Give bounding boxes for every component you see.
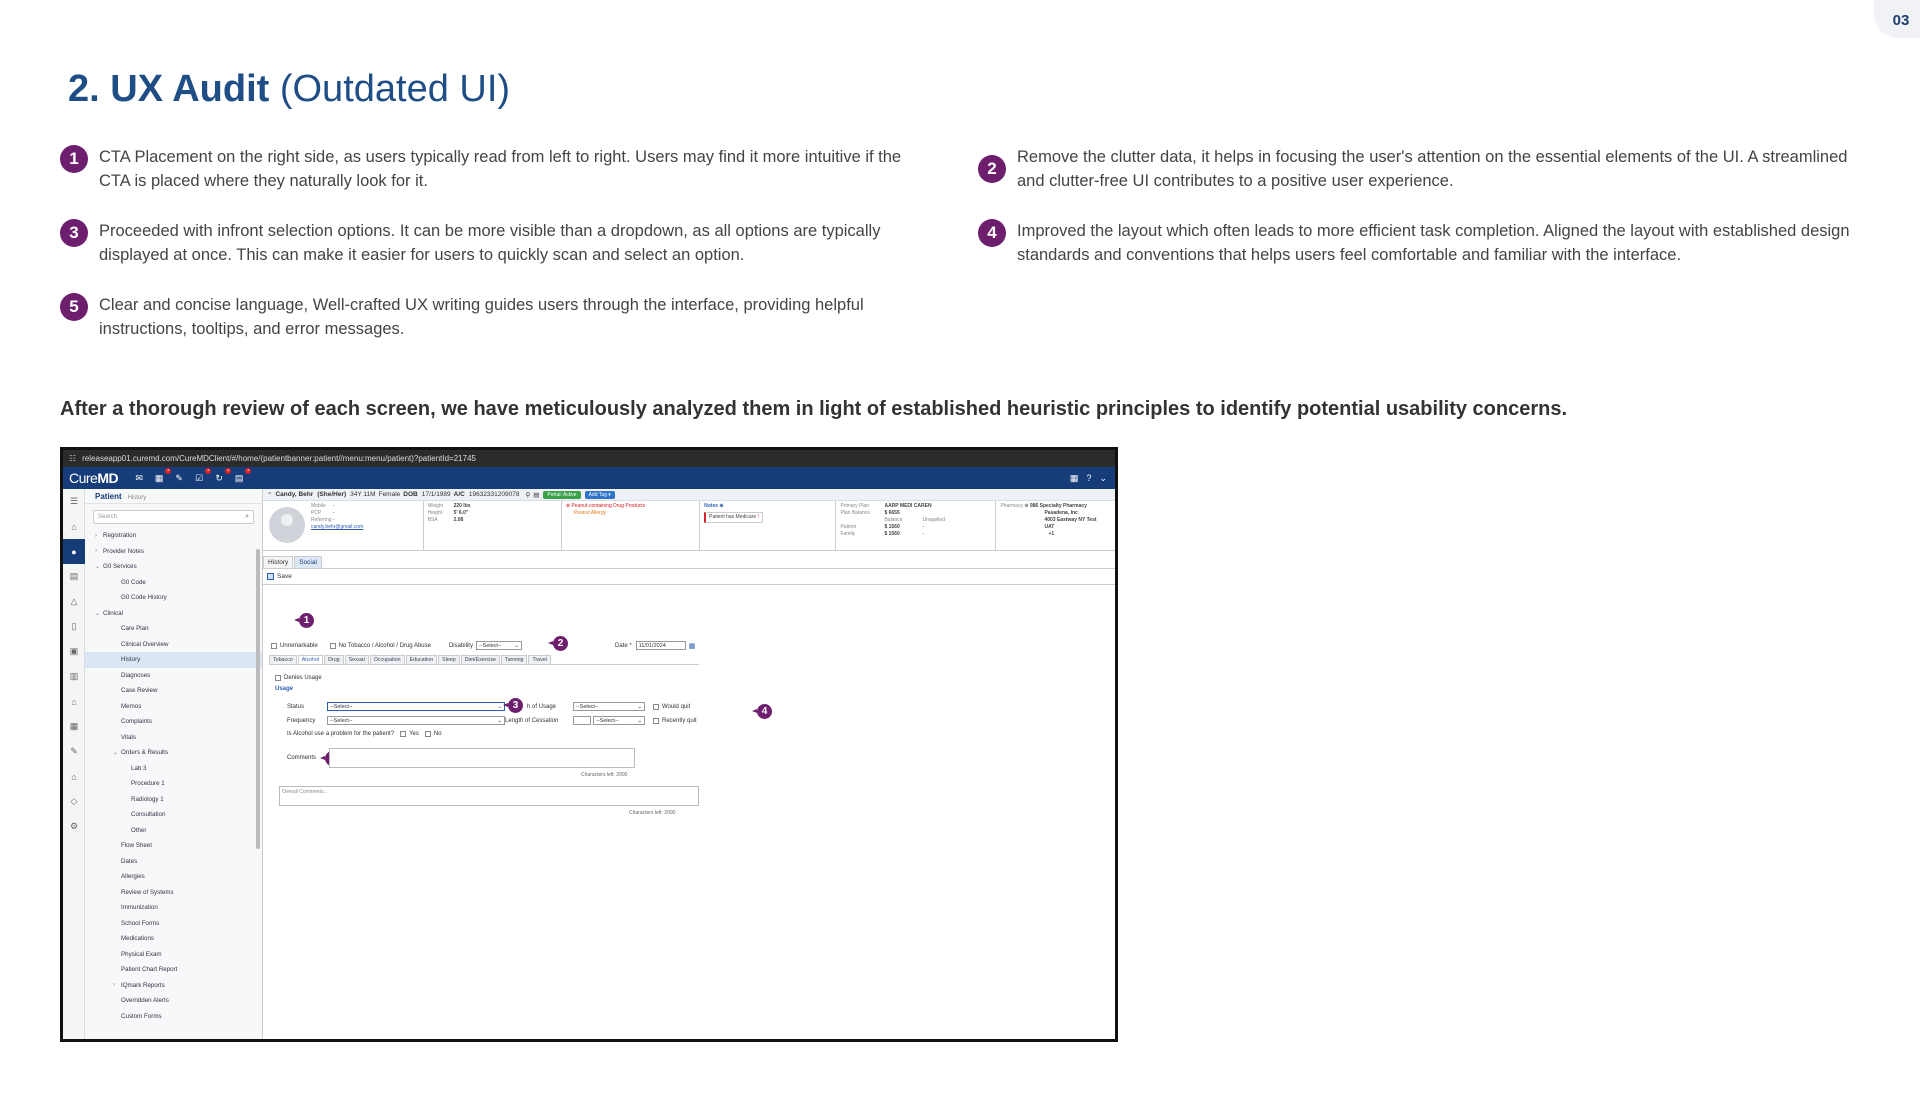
nav-item-label: Dates bbox=[121, 857, 138, 865]
social-subtab: Education bbox=[406, 655, 438, 664]
nav-item-label: Lab 3 bbox=[131, 764, 147, 772]
nav-item-label: Case Review bbox=[121, 687, 158, 695]
avatar bbox=[269, 507, 305, 543]
left-icon-rail bbox=[63, 489, 85, 1039]
calendar-icon: ▦ • bbox=[154, 468, 170, 483]
nav-item bbox=[85, 575, 262, 591]
save-icon bbox=[267, 573, 274, 580]
settings-icon: ⚙ bbox=[69, 821, 79, 831]
nav-item-label: Memos bbox=[121, 702, 142, 710]
nav-item-label: Complaints bbox=[121, 718, 152, 726]
nav-item-label: Immunization bbox=[121, 904, 158, 912]
nav-chevron-icon: › bbox=[95, 548, 97, 555]
nav-item bbox=[85, 947, 262, 963]
nav-chevron-icon: ⌄ bbox=[95, 564, 101, 571]
no-tobacco-checkbox bbox=[330, 643, 336, 649]
status-select: --Select-- ⌄ bbox=[327, 702, 505, 711]
annotation-marker-4: 4 bbox=[757, 704, 772, 719]
tag-icon: ◇ bbox=[70, 796, 78, 806]
annotation-marker-3: 3 bbox=[508, 698, 523, 713]
menu-icon: ☰ bbox=[69, 496, 79, 506]
point-text: Clear and concise language, Well-crafted UX writing guides users through the interface, providing helpful instructions, tooltips, and error messages. bbox=[99, 296, 864, 338]
nav-item bbox=[85, 668, 262, 684]
no-checkbox bbox=[425, 731, 431, 737]
nav-item-label: Clinical Overview bbox=[121, 640, 169, 648]
point-badge: 5 bbox=[60, 293, 88, 321]
nav-item bbox=[85, 807, 262, 823]
person-icon: ⚲ bbox=[525, 491, 531, 499]
frequency-select: --Select-- ⌄ bbox=[327, 716, 505, 725]
audit-point-1 bbox=[60, 145, 920, 193]
app-top-bar bbox=[63, 467, 1115, 489]
allergies-card: ⊗ Peanut-containing Drug Products Peanut Allergy bbox=[562, 501, 700, 551]
help-icon: ? bbox=[1086, 472, 1092, 483]
recently-quit-checkbox bbox=[653, 718, 659, 724]
nav-item bbox=[85, 885, 262, 901]
edit-icon: ✎ bbox=[70, 746, 78, 756]
nav-item bbox=[85, 978, 262, 994]
nav-item bbox=[85, 761, 262, 777]
nav-item-label: Overridden Alerts bbox=[121, 997, 169, 1005]
nav-item-label: G0 Services bbox=[103, 563, 137, 571]
point-text: Remove the clutter data, it helps in focusing the user's attention on the essential elements of the UI. A streamlined and clutter-free UI contributes to a positive user experience. bbox=[1017, 148, 1848, 190]
title-number: 2. bbox=[68, 68, 100, 110]
nav-item bbox=[85, 652, 262, 668]
unremarkable-checkbox bbox=[271, 643, 277, 649]
nav-item-label: Physical Exam bbox=[121, 950, 162, 958]
social-subtab: Sleep bbox=[438, 655, 460, 664]
yes-checkbox bbox=[400, 731, 406, 737]
file-icon: ▯ bbox=[71, 621, 77, 631]
date-field: 11/01/2024 bbox=[636, 641, 686, 650]
social-subtab: Drug bbox=[324, 655, 343, 664]
audit-point-2 bbox=[978, 145, 1858, 193]
page-title bbox=[68, 68, 510, 111]
annotation-marker-1: 1 bbox=[299, 613, 314, 628]
nav-item bbox=[85, 900, 262, 916]
social-subtab: Travel bbox=[528, 655, 551, 664]
nav-item bbox=[85, 528, 262, 544]
nav-item bbox=[85, 1009, 262, 1025]
patient-contact-card: Mobile - PCP - Referring- candy.behr@gmail.com bbox=[263, 501, 424, 551]
notes-card: Notes ⊕ Patient has Medicare ! bbox=[700, 501, 836, 551]
nav-item-label: Orders & Results bbox=[121, 749, 169, 757]
point-text: Proceeded with infront selection options. It can be more visible than a dropdown, as all options are typically displayed at once. This can make it easier for users to quickly scan and select an option. bbox=[99, 222, 881, 264]
nav-scrollbar bbox=[256, 549, 260, 849]
length-usage-select: --Select-- ⌄ bbox=[573, 702, 645, 711]
insurance-card: Primary Plan AARP MEDI CAREN Plan Balance $ 6655 Balance Unapplied Patient $ 1560 - Family $ 1560 - bbox=[836, 501, 996, 551]
comments-textarea bbox=[329, 748, 635, 768]
nav-item bbox=[85, 931, 262, 947]
nav-item-label: IQmark Reports bbox=[121, 981, 165, 989]
social-subtab: Tanning bbox=[501, 655, 528, 664]
point-text: CTA Placement on the right side, as users typically read from left to right. Users may find it more intuitive if the CTA is placed where they naturally look for it. bbox=[99, 148, 902, 190]
nav-item bbox=[85, 544, 262, 560]
disability-select: --Select-- ⌄ bbox=[476, 641, 522, 650]
denies-usage-row: Denies Usage bbox=[275, 675, 322, 681]
search-icon: ⌕ bbox=[245, 513, 249, 520]
overall-comments-textarea: Overall Comments... bbox=[279, 786, 699, 806]
date-row: Date * 11/01/2024 ▦ bbox=[615, 642, 696, 650]
nav-item-label: History bbox=[121, 656, 141, 664]
document-icon: ▤ bbox=[69, 571, 79, 581]
nav-item bbox=[85, 699, 262, 715]
nav-item-label: Provider Notes bbox=[103, 547, 144, 555]
chevron-down-icon: ⌄ bbox=[1099, 472, 1107, 483]
patient-nav bbox=[85, 489, 263, 1039]
schedule-icon: ▤ • bbox=[234, 468, 250, 483]
social-subtab: Diet/Exercise bbox=[461, 655, 500, 664]
nav-item-label: Flow Sheet bbox=[121, 842, 152, 850]
patient-banner bbox=[263, 489, 1115, 551]
nav-item bbox=[85, 559, 262, 575]
nav-item bbox=[85, 776, 262, 792]
vitals-card: Weight 220 lbs Height 5' 6.0" BSA 2.08 bbox=[424, 501, 562, 551]
save-button: Save bbox=[277, 573, 292, 580]
nav-list bbox=[85, 528, 262, 1024]
pharmacy-card: Pharmacy ⊕ 986 Specialty Pharmacy Pasadena, Inc 4003 Eastway NY Test UAT +1 bbox=[1000, 503, 1097, 537]
social-subtabs bbox=[269, 655, 699, 665]
nav-item-label: Vitals bbox=[121, 733, 137, 741]
problem-question-row: Is Alcohol use a problem for the patient? Yes No bbox=[287, 731, 442, 737]
url-text: releaseapp01.curemd.com/CureMDClient/#/home/(patientbanner:patient//menu:menu/patient)?patientId=21745 bbox=[82, 454, 476, 463]
audit-point-3 bbox=[60, 219, 920, 267]
point-badge: 1 bbox=[60, 145, 88, 173]
nav-item bbox=[85, 637, 262, 653]
social-subtab: Sexual bbox=[345, 655, 369, 664]
film-icon: ▦ bbox=[69, 721, 79, 731]
social-subtab: Tobacco bbox=[269, 655, 297, 664]
nav-item bbox=[85, 590, 262, 606]
nav-chevron-icon: ⌄ bbox=[113, 750, 119, 757]
length-usage-row: h of Usage --Select-- ⌄ Would quit bbox=[527, 703, 691, 710]
page-number: 03 bbox=[1874, 0, 1920, 38]
audit-point-5 bbox=[60, 293, 920, 341]
nav-item-label: Patient Chart Report bbox=[121, 966, 178, 974]
lab-icon: ⌂ bbox=[71, 771, 77, 782]
history-tabs bbox=[263, 556, 1115, 569]
nav-item-label: Diagnoses bbox=[121, 671, 151, 679]
nav-item bbox=[85, 606, 262, 622]
comments-label: Comments bbox=[287, 755, 317, 761]
browser-url-bar bbox=[63, 450, 1115, 467]
usage-heading: Usage bbox=[275, 686, 294, 692]
nav-item-label: Other bbox=[131, 826, 147, 834]
title-light: (Outdated UI) bbox=[279, 68, 511, 110]
calendar-icon: ▦ bbox=[688, 642, 696, 650]
nav-chevron-icon: › bbox=[95, 532, 97, 539]
social-subtab: Alcohol bbox=[298, 655, 323, 664]
tab-history: History bbox=[263, 556, 293, 568]
nav-item-label: Radiology 1 bbox=[131, 795, 164, 803]
apps-grid-icon: ▦ bbox=[1069, 472, 1079, 483]
nav-item-label: Review of Systems bbox=[121, 888, 174, 896]
audit-point-4 bbox=[978, 219, 1858, 267]
nav-item bbox=[85, 854, 262, 870]
nav-item-label: Consultation bbox=[131, 811, 166, 819]
building-icon: ⌂ bbox=[71, 696, 77, 707]
point-text: Improved the layout which often leads to more efficient task completion. Aligned the layout with established design standards and conventions that helps users feel comfortable and familiar with the interface. bbox=[1017, 222, 1850, 264]
task-icon: ☑ • bbox=[195, 468, 210, 483]
nav-item bbox=[85, 683, 262, 699]
would-quit-checkbox bbox=[653, 704, 659, 710]
print-icon: ▤ bbox=[533, 491, 540, 499]
add-tag-button: Add Tag ▾ bbox=[585, 491, 615, 499]
main-panel bbox=[263, 489, 1115, 1039]
social-subtab: Occupation bbox=[370, 655, 405, 664]
nav-item bbox=[85, 993, 262, 1009]
nav-item bbox=[85, 621, 262, 637]
overall-chars-left: Characters left: 2000 bbox=[629, 810, 676, 816]
nav-item-label: Clinical bbox=[103, 609, 123, 617]
nav-chevron-icon: ⌄ bbox=[95, 610, 101, 617]
curemd-logo: CureMD bbox=[69, 470, 119, 486]
denies-usage-checkbox bbox=[275, 675, 281, 681]
nav-header: Patient · History bbox=[85, 489, 262, 504]
report-icon: ▥ bbox=[69, 671, 79, 681]
point-badge: 2 bbox=[978, 155, 1006, 183]
point-badge: 4 bbox=[978, 219, 1006, 247]
cessation-number bbox=[573, 716, 591, 725]
nav-item-label: Custom Forms bbox=[121, 1012, 162, 1020]
patient-banner-top: ⌃ Candy, Behr (She/Her) 34Y 11M Female DOB 17/1/1989 A/C 19632331209078 ⚲ ▤ Portal: Active Add Tag ▾ bbox=[263, 489, 1115, 501]
summary-text: After a thorough review of each screen, we have meticulously analyzed them in light of established heuristic principles to identify potential usability concerns. bbox=[60, 398, 1568, 420]
nav-item bbox=[85, 962, 262, 978]
alert-icon: △ bbox=[70, 596, 78, 606]
nav-item-label: G0 Code History bbox=[121, 594, 167, 602]
app-screenshot bbox=[60, 447, 1118, 1042]
unremarkable-row: Unremarkable No Tobacco / Alcohol / Drug Abuse Disability --Select-- ⌄ bbox=[271, 641, 522, 650]
nav-item-label: G0 Code bbox=[121, 578, 146, 586]
annotation-marker-2: 2 bbox=[553, 636, 568, 651]
length-cessation-row: Length of Cessation --Select-- ⌄ Recently quit bbox=[505, 717, 697, 724]
refresh-icon: ↻ • bbox=[215, 468, 230, 483]
nav-item bbox=[85, 916, 262, 932]
nav-item-label: Medications bbox=[121, 935, 155, 943]
nav-item-label: Allergies bbox=[121, 873, 145, 881]
nav-item-label: Registration bbox=[103, 532, 137, 540]
nav-search-input: Search ⌕ bbox=[93, 510, 254, 524]
nav-item-label: Care Plan bbox=[121, 625, 149, 633]
nav-item bbox=[85, 730, 262, 746]
nav-item bbox=[85, 745, 262, 761]
nav-item bbox=[85, 869, 262, 885]
nav-item-label: School Forms bbox=[121, 919, 160, 927]
title-bold: UX Audit bbox=[110, 68, 270, 110]
point-badge: 3 bbox=[60, 219, 88, 247]
save-bar bbox=[263, 569, 1115, 585]
cessation-select: --Select-- ⌄ bbox=[593, 716, 645, 725]
comments-chars-left: Characters left: 2000 bbox=[581, 772, 628, 778]
tab-social: Social bbox=[294, 556, 322, 568]
nav-chevron-icon: › bbox=[113, 982, 115, 989]
frequency-row: Frequency --Select-- ⌄ bbox=[287, 716, 505, 725]
tabs-icon: ☷ bbox=[69, 454, 77, 463]
mail-icon: ✉ bbox=[135, 472, 143, 483]
pen-icon: ✎ bbox=[175, 472, 183, 483]
nav-item-label: Procedure 1 bbox=[131, 780, 165, 788]
box-icon: ▣ bbox=[69, 646, 79, 656]
nav-item bbox=[85, 838, 262, 854]
patient-icon: ● bbox=[63, 539, 85, 564]
nav-item bbox=[85, 792, 262, 808]
nav-item bbox=[85, 823, 262, 839]
home-icon: ⌂ bbox=[71, 521, 77, 532]
nav-item bbox=[85, 714, 262, 730]
status-row: Status --Select-- ⌄ bbox=[287, 702, 505, 711]
portal-status-badge: Portal: Active bbox=[543, 491, 580, 499]
